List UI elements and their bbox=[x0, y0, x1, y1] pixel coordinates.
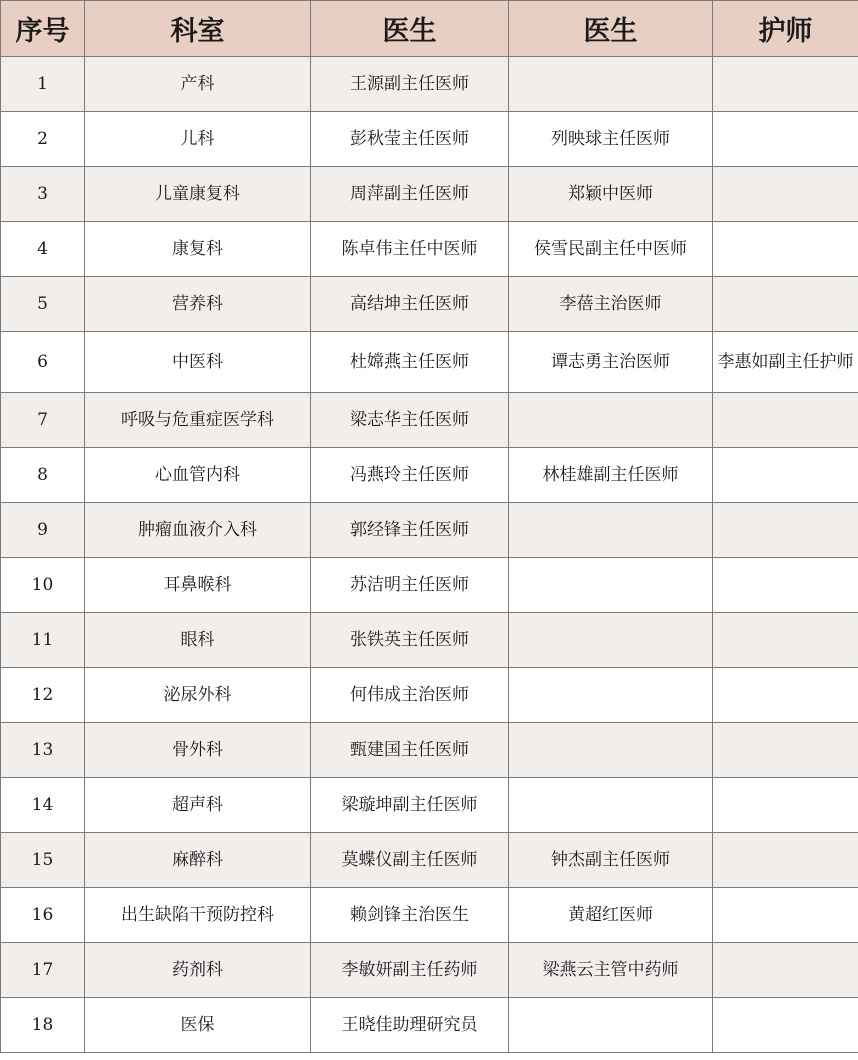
header-doctor-2: 医生 bbox=[509, 1, 713, 57]
cell-nurse bbox=[713, 167, 858, 222]
header-nurse: 护师 bbox=[713, 1, 858, 57]
cell-department: 骨外科 bbox=[85, 723, 311, 778]
table-row bbox=[1, 222, 858, 277]
header-doctor-1: 医生 bbox=[311, 1, 509, 57]
cell-doctor-2 bbox=[509, 57, 713, 112]
cell-index: 14 bbox=[1, 778, 85, 833]
cell-doctor-2 bbox=[509, 778, 713, 833]
cell-doctor-1: 周萍副主任医师 bbox=[311, 167, 509, 222]
cell-doctor-1: 何伟成主治医师 bbox=[311, 668, 509, 723]
cell-index: 4 bbox=[1, 222, 85, 277]
cell-nurse bbox=[713, 668, 858, 723]
cell-nurse bbox=[713, 503, 858, 558]
cell-index: 11 bbox=[1, 613, 85, 668]
table-row bbox=[1, 448, 858, 503]
cell-nurse bbox=[713, 778, 858, 833]
cell-doctor-1: 苏洁明主任医师 bbox=[311, 558, 509, 613]
cell-doctor-1: 陈卓伟主任中医师 bbox=[311, 222, 509, 277]
cell-department: 麻醉科 bbox=[85, 833, 311, 888]
cell-doctor-2: 侯雪民副主任中医师 bbox=[509, 222, 713, 277]
table-row bbox=[1, 277, 858, 332]
cell-doctor-2 bbox=[509, 723, 713, 778]
cell-index: 10 bbox=[1, 558, 85, 613]
cell-nurse bbox=[713, 723, 858, 778]
cell-doctor-1: 高结坤主任医师 bbox=[311, 277, 509, 332]
cell-department: 儿科 bbox=[85, 112, 311, 167]
table-row bbox=[1, 613, 858, 668]
table-row bbox=[1, 332, 858, 393]
table-row bbox=[1, 833, 858, 888]
cell-doctor-1: 王晓佳助理研究员 bbox=[311, 998, 509, 1053]
cell-doctor-2: 林桂雄副主任医师 bbox=[509, 448, 713, 503]
cell-nurse bbox=[713, 943, 858, 998]
table-body bbox=[1, 57, 858, 1053]
header-index: 序号 bbox=[1, 1, 85, 57]
cell-index: 8 bbox=[1, 448, 85, 503]
cell-index: 2 bbox=[1, 112, 85, 167]
cell-department: 产科 bbox=[85, 57, 311, 112]
cell-department: 药剂科 bbox=[85, 943, 311, 998]
cell-nurse bbox=[713, 277, 858, 332]
cell-doctor-1: 梁志华主任医师 bbox=[311, 393, 509, 448]
cell-doctor-2: 梁燕云主管中药师 bbox=[509, 943, 713, 998]
cell-department: 泌尿外科 bbox=[85, 668, 311, 723]
cell-doctor-2 bbox=[509, 998, 713, 1053]
cell-doctor-1: 郭经锋主任医师 bbox=[311, 503, 509, 558]
cell-index: 1 bbox=[1, 57, 85, 112]
cell-nurse bbox=[713, 998, 858, 1053]
cell-index: 16 bbox=[1, 888, 85, 943]
cell-doctor-1: 莫蝶仪副主任医师 bbox=[311, 833, 509, 888]
cell-department: 营养科 bbox=[85, 277, 311, 332]
cell-department: 医保 bbox=[85, 998, 311, 1053]
cell-nurse bbox=[713, 888, 858, 943]
cell-index: 15 bbox=[1, 833, 85, 888]
cell-index: 7 bbox=[1, 393, 85, 448]
cell-nurse bbox=[713, 833, 858, 888]
cell-nurse bbox=[713, 57, 858, 112]
table-row bbox=[1, 393, 858, 448]
cell-department: 中医科 bbox=[85, 332, 311, 393]
header-department: 科室 bbox=[85, 1, 311, 57]
cell-index: 17 bbox=[1, 943, 85, 998]
table-row bbox=[1, 112, 858, 167]
cell-index: 6 bbox=[1, 332, 85, 393]
cell-department: 肿瘤血液介入科 bbox=[85, 503, 311, 558]
cell-index: 9 bbox=[1, 503, 85, 558]
cell-doctor-2: 钟杰副主任医师 bbox=[509, 833, 713, 888]
table-row bbox=[1, 778, 858, 833]
table-header bbox=[1, 1, 858, 57]
cell-doctor-1: 张铁英主任医师 bbox=[311, 613, 509, 668]
table-row bbox=[1, 888, 858, 943]
cell-index: 18 bbox=[1, 998, 85, 1053]
cell-nurse: 李惠如副主任护师 bbox=[713, 332, 858, 393]
cell-doctor-2 bbox=[509, 668, 713, 723]
cell-nurse bbox=[713, 222, 858, 277]
cell-department: 心血管内科 bbox=[85, 448, 311, 503]
cell-index: 3 bbox=[1, 167, 85, 222]
cell-doctor-2: 黄超红医师 bbox=[509, 888, 713, 943]
cell-index: 12 bbox=[1, 668, 85, 723]
cell-doctor-1: 杜嫦燕主任医师 bbox=[311, 332, 509, 393]
table-row bbox=[1, 558, 858, 613]
cell-doctor-2: 郑颖中医师 bbox=[509, 167, 713, 222]
cell-doctor-2: 列映球主任医师 bbox=[509, 112, 713, 167]
table-row bbox=[1, 503, 858, 558]
cell-doctor-1: 彭秋莹主任医师 bbox=[311, 112, 509, 167]
table-row bbox=[1, 723, 858, 778]
cell-department: 儿童康复科 bbox=[85, 167, 311, 222]
cell-doctor-1: 赖剑锋主治医生 bbox=[311, 888, 509, 943]
cell-department: 出生缺陷干预防控科 bbox=[85, 888, 311, 943]
header-row bbox=[1, 1, 858, 57]
cell-nurse bbox=[713, 393, 858, 448]
cell-doctor-1: 梁璇坤副主任医师 bbox=[311, 778, 509, 833]
cell-doctor-2 bbox=[509, 393, 713, 448]
table-row bbox=[1, 57, 858, 112]
cell-doctor-2 bbox=[509, 503, 713, 558]
cell-department: 康复科 bbox=[85, 222, 311, 277]
cell-doctor-2: 谭志勇主治医师 bbox=[509, 332, 713, 393]
cell-index: 13 bbox=[1, 723, 85, 778]
cell-department: 呼吸与危重症医学科 bbox=[85, 393, 311, 448]
cell-nurse bbox=[713, 613, 858, 668]
cell-doctor-1: 冯燕玲主任医师 bbox=[311, 448, 509, 503]
table-row bbox=[1, 943, 858, 998]
cell-doctor-1: 李敏妍副主任药师 bbox=[311, 943, 509, 998]
cell-index: 5 bbox=[1, 277, 85, 332]
table-row bbox=[1, 998, 858, 1053]
cell-doctor-1: 甄建国主任医师 bbox=[311, 723, 509, 778]
cell-department: 耳鼻喉科 bbox=[85, 558, 311, 613]
cell-nurse bbox=[713, 558, 858, 613]
cell-nurse bbox=[713, 112, 858, 167]
cell-department: 超声科 bbox=[85, 778, 311, 833]
cell-department: 眼科 bbox=[85, 613, 311, 668]
table-row bbox=[1, 668, 858, 723]
cell-doctor-2 bbox=[509, 613, 713, 668]
cell-nurse bbox=[713, 448, 858, 503]
cell-doctor-2 bbox=[509, 558, 713, 613]
cell-doctor-1: 王源副主任医师 bbox=[311, 57, 509, 112]
cell-doctor-2: 李蓓主治医师 bbox=[509, 277, 713, 332]
table-row bbox=[1, 167, 858, 222]
